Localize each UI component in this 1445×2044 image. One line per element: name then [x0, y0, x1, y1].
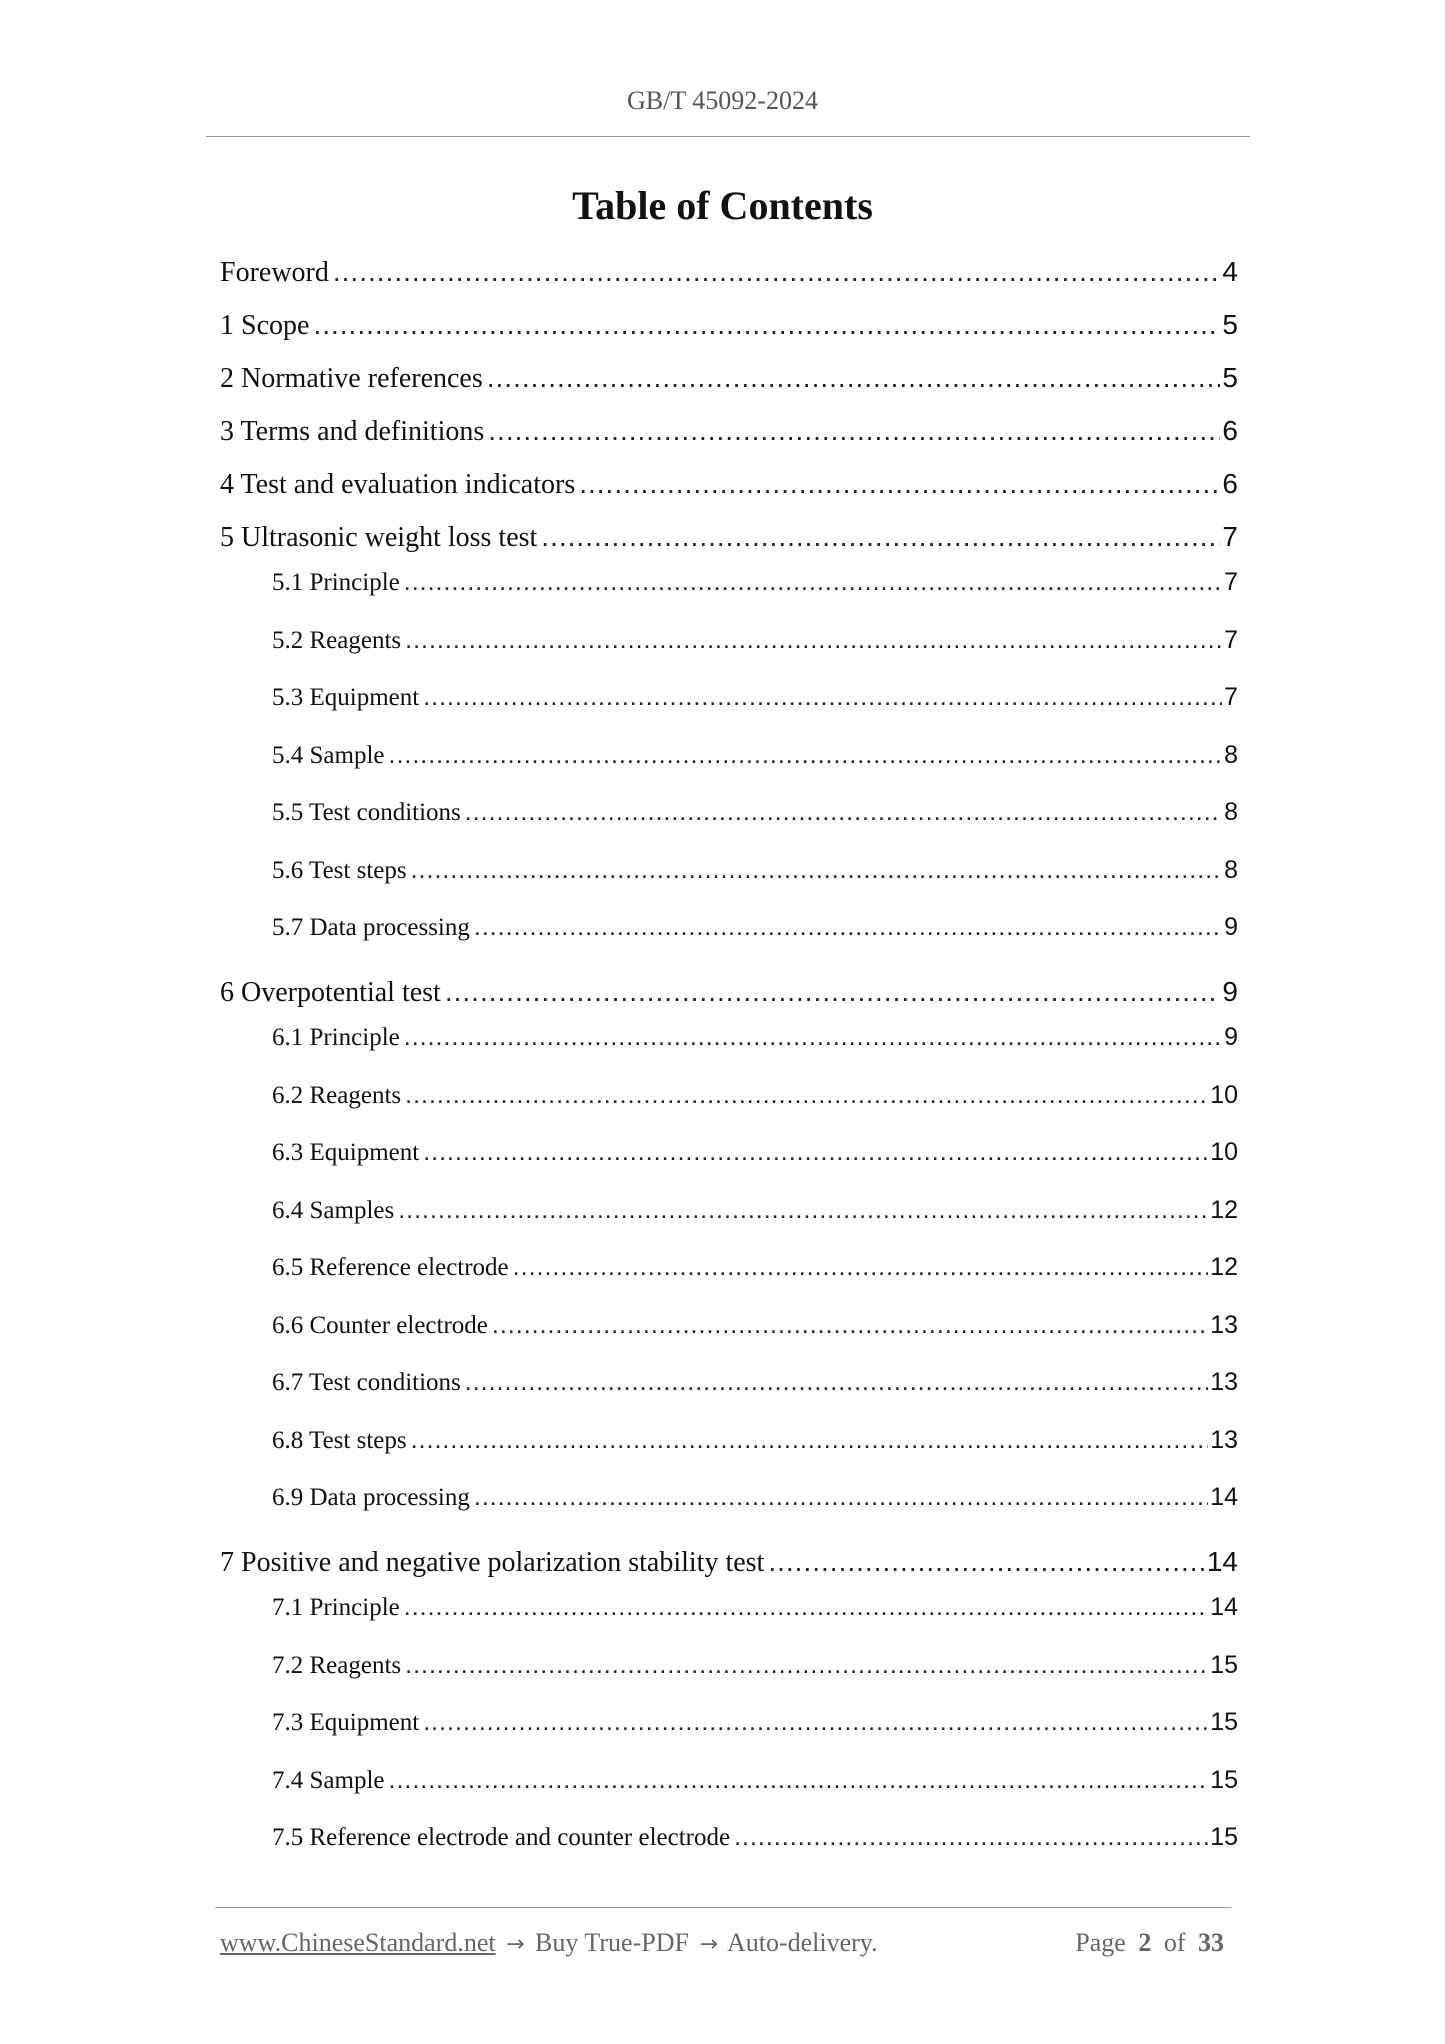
toc-entry-label: Foreword	[220, 257, 329, 288]
dot-leader	[474, 1483, 1208, 1512]
toc-entry[interactable]	[220, 521, 1238, 559]
toc-entry-page: 15	[1210, 1708, 1238, 1736]
footer-divider	[215, 1907, 1231, 1908]
toc-entry-label: 6.7 Test conditions	[272, 1369, 461, 1396]
toc-entry-page: 14	[1210, 1483, 1238, 1511]
toc-entry-page: 7	[1224, 625, 1238, 654]
toc-entry[interactable]	[272, 683, 1238, 717]
toc-entry-label: 7.3 Equipment	[272, 1709, 420, 1736]
toc-entry-label: 6.5 Reference electrode	[272, 1254, 509, 1281]
toc-entry-label: 7.4 Sample	[272, 1766, 385, 1794]
toc-entry-page: 4	[1222, 256, 1238, 287]
page-footer	[220, 1928, 1230, 1958]
toc-entry-label: 7.1 Principle	[272, 1594, 400, 1621]
toc-entry[interactable]	[272, 1081, 1238, 1115]
toc-entry[interactable]	[272, 1651, 1238, 1685]
toc-entry-label: 5.7 Data processing	[272, 914, 470, 941]
dot-leader	[423, 1708, 1208, 1737]
toc-entry-label: 6.3 Equipment	[272, 1139, 420, 1166]
toc-entry-page: 7	[1224, 568, 1238, 596]
toc-entry-page: 15	[1210, 1823, 1238, 1851]
dot-leader	[398, 1196, 1208, 1225]
toc-entry[interactable]	[272, 1483, 1238, 1517]
toc-entry[interactable]	[272, 568, 1238, 602]
page-word: Page	[1075, 1928, 1126, 1957]
toc-entry[interactable]	[272, 798, 1238, 832]
dot-leader	[465, 1368, 1208, 1397]
toc-entry-label: 6 Overpotential test	[220, 977, 441, 1008]
toc-entry-page: 9	[1224, 913, 1238, 941]
toc-entry[interactable]	[220, 256, 1238, 294]
dot-leader	[579, 468, 1220, 500]
dot-leader	[768, 1546, 1205, 1578]
toc-entry-label: 7.2 Reagents	[272, 1651, 402, 1679]
toc-entry-label: 5.3 Equipment	[272, 684, 420, 711]
dot-leader	[474, 913, 1222, 942]
toc-entry-page: 15	[1210, 1650, 1238, 1679]
dot-leader	[313, 309, 1220, 341]
dot-leader	[423, 1138, 1208, 1167]
toc-entry[interactable]	[272, 1253, 1238, 1287]
toc-entry[interactable]	[272, 626, 1238, 660]
toc-entry-page: 14	[1206, 1546, 1238, 1577]
toc-entry-page: 7	[1222, 521, 1238, 552]
footer-left	[220, 1928, 878, 1958]
toc-entry-label: 5.5 Test conditions	[272, 799, 461, 826]
toc-entry-page: 12	[1210, 1253, 1238, 1281]
toc-entry-page: 8	[1224, 740, 1238, 769]
toc-entry-label: 6.1 Principle	[272, 1024, 400, 1051]
dot-leader	[423, 683, 1222, 712]
toc-entry-page: 15	[1210, 1765, 1238, 1794]
toc-entry[interactable]	[220, 468, 1238, 506]
dot-leader	[405, 626, 1222, 655]
toc-entry[interactable]	[272, 1426, 1238, 1460]
toc-entry-page: 13	[1210, 1368, 1238, 1396]
toc-entry-page: 7	[1224, 683, 1238, 711]
dot-leader	[333, 256, 1221, 288]
toc-entry[interactable]	[220, 976, 1238, 1014]
toc-entry-label: 6.2 Reagents	[272, 1081, 402, 1109]
toc-entry[interactable]	[272, 1311, 1238, 1345]
toc-entry[interactable]	[272, 1823, 1238, 1857]
dot-leader	[405, 1081, 1208, 1110]
toc-entry[interactable]	[220, 415, 1238, 453]
toc-entry-label: 4 Test and evaluation indicators	[220, 469, 576, 500]
toc-entry-label: 5.6 Test steps	[272, 856, 407, 884]
toc-entry-label: 6.4 Samples	[272, 1196, 395, 1224]
toc-entry[interactable]	[272, 856, 1238, 890]
toc-entry-label: 5 Ultrasonic weight loss test	[220, 522, 538, 553]
toc-entry-label: 5.1 Principle	[272, 569, 400, 596]
dot-leader	[404, 1593, 1208, 1622]
toc-entry-page: 10	[1210, 1080, 1238, 1109]
dot-leader	[389, 741, 1223, 770]
dot-leader	[405, 1651, 1208, 1680]
toc-entry-page: 8	[1224, 798, 1238, 826]
toc-entry[interactable]	[272, 1708, 1238, 1742]
delivery-text: Auto-delivery.	[726, 1928, 878, 1957]
dot-leader	[445, 976, 1221, 1008]
arrow-right-icon: →	[699, 1932, 718, 1957]
toc-entry-label: 6.9 Data processing	[272, 1484, 470, 1511]
toc-entry[interactable]	[220, 309, 1238, 347]
dot-leader	[513, 1253, 1209, 1282]
buy-text: Buy True-PDF	[535, 1928, 689, 1957]
dot-leader	[488, 415, 1220, 447]
toc-entry[interactable]	[272, 741, 1238, 775]
dot-leader	[734, 1823, 1208, 1852]
toc-entry[interactable]	[272, 1593, 1238, 1627]
toc-entry-label: 2 Normative references	[220, 363, 483, 394]
toc-entry[interactable]	[272, 1138, 1238, 1172]
toc-entry-label: 5.4 Sample	[272, 741, 385, 769]
toc-entry-page: 10	[1210, 1138, 1238, 1166]
toc-entry-label: 6.6 Counter electrode	[272, 1311, 488, 1339]
dot-leader	[389, 1766, 1209, 1795]
toc-entry-page: 8	[1224, 855, 1238, 884]
toc-entry[interactable]	[272, 1766, 1238, 1800]
website-link[interactable]: www.ChineseStandard.net	[220, 1928, 496, 1957]
dot-leader	[492, 1311, 1208, 1340]
toc-entry-label: 6.8 Test steps	[272, 1426, 407, 1454]
dot-leader	[411, 1426, 1209, 1455]
page-current: 2	[1138, 1928, 1152, 1957]
toc-entry-page: 14	[1210, 1593, 1238, 1621]
page-title: Table of Contents	[572, 183, 873, 228]
toc-entry-page: 9	[1224, 1023, 1238, 1051]
dot-leader	[487, 362, 1221, 394]
toc-entry[interactable]	[272, 1023, 1238, 1057]
toc-entry[interactable]	[272, 1196, 1238, 1230]
dot-leader	[404, 1023, 1222, 1052]
toc-entry-label: 1 Scope	[220, 310, 310, 341]
toc-entry-page: 12	[1210, 1195, 1238, 1224]
dot-leader	[465, 798, 1222, 827]
dot-leader	[404, 568, 1222, 597]
page-total: 33	[1198, 1928, 1224, 1957]
toc-entry-page: 13	[1210, 1310, 1238, 1339]
toc-entry-label: 3 Terms and definitions	[220, 416, 485, 447]
toc-entry-label: 7 Positive and negative polarization stability test	[220, 1547, 765, 1578]
toc-entry-page: 5	[1222, 309, 1238, 340]
toc-entry-page: 5	[1222, 362, 1238, 393]
toc-entry-page: 6	[1222, 468, 1238, 499]
of-word: of	[1163, 1928, 1186, 1957]
toc-entry[interactable]	[272, 1368, 1238, 1402]
dot-leader	[541, 521, 1220, 553]
toc-entry-page: 13	[1210, 1425, 1238, 1454]
toc-entry[interactable]	[220, 362, 1238, 400]
running-header: GB/T 45092-2024	[627, 86, 818, 115]
arrow-right-icon: →	[506, 1932, 525, 1957]
dot-leader	[411, 856, 1222, 885]
toc-entry[interactable]	[272, 913, 1238, 947]
toc-entry[interactable]	[220, 1546, 1238, 1584]
toc-entry-page: 6	[1222, 415, 1238, 446]
toc-entry-page: 9	[1222, 976, 1238, 1007]
toc-entry-label: 5.2 Reagents	[272, 626, 402, 654]
toc-entry-label: 7.5 Reference electrode and counter electrode	[272, 1824, 731, 1851]
page-counter	[1075, 1928, 1230, 1958]
